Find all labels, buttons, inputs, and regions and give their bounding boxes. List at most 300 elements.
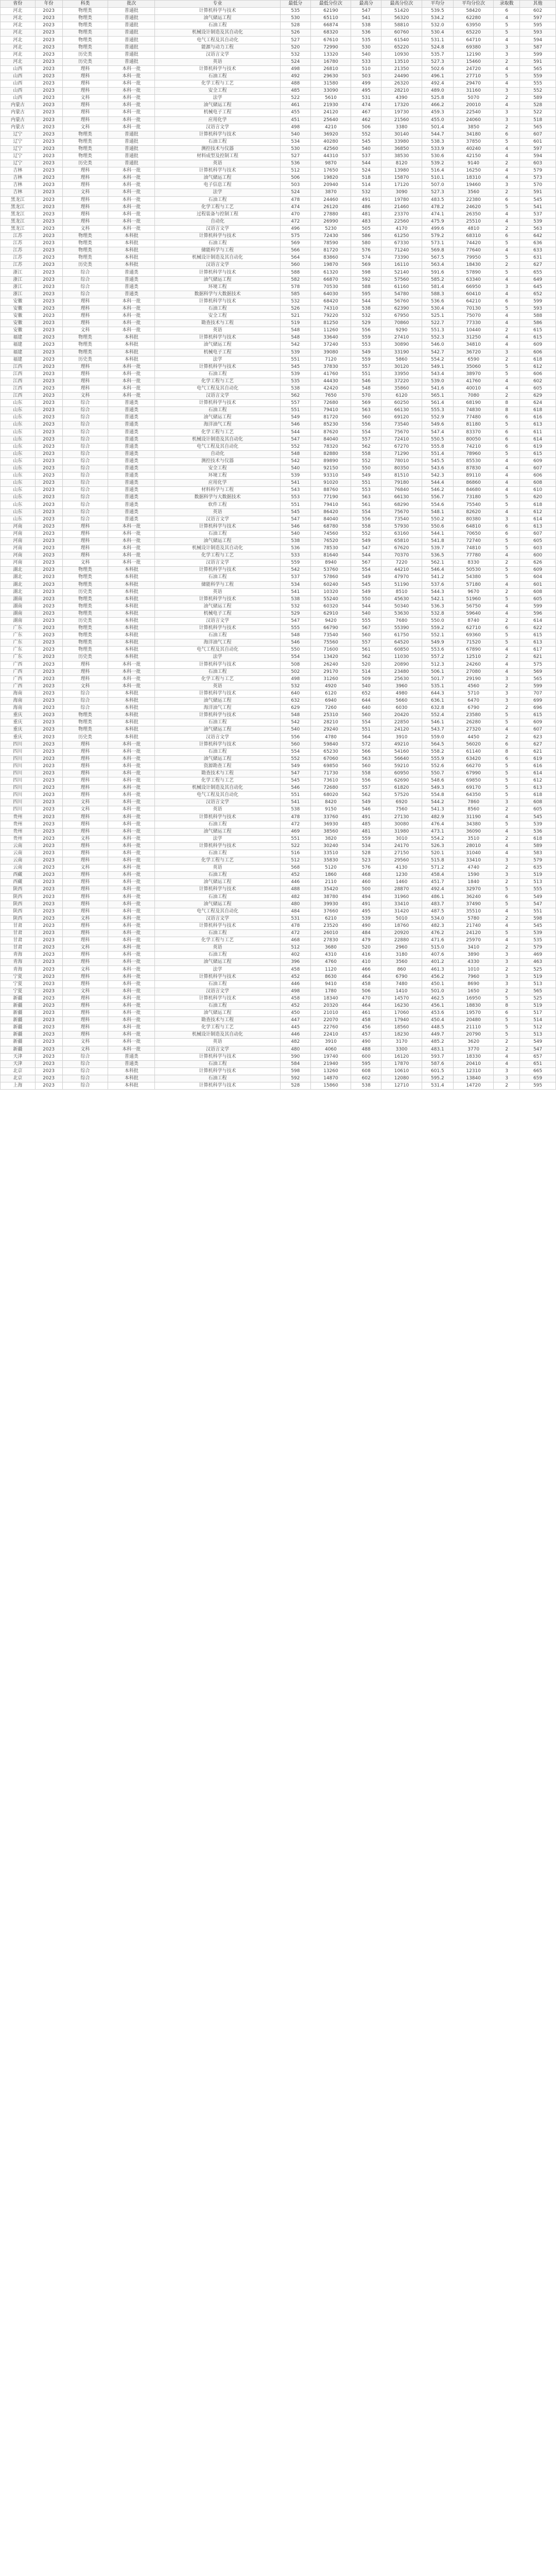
cell-other: 665 bbox=[520, 1067, 556, 1075]
cell-major: 化学工程与工艺 bbox=[155, 204, 280, 211]
cell-avg-score: 549.6 bbox=[422, 421, 453, 429]
cell-other: 579 bbox=[520, 167, 556, 175]
cell-min-score: 498 bbox=[280, 65, 310, 73]
cell-min-score: 541 bbox=[280, 799, 310, 806]
cell-max-score: 557 bbox=[351, 363, 381, 370]
cell-batch: 本科批 bbox=[108, 690, 155, 697]
cell-max-rank: 8510 bbox=[381, 588, 422, 596]
cell-max-rank: 23480 bbox=[381, 668, 422, 675]
cell-avg-score: 591.6 bbox=[422, 269, 453, 276]
cell-other: 525 bbox=[520, 966, 556, 973]
cell-subject-type: 理科 bbox=[62, 1010, 108, 1017]
cell-year: 2023 bbox=[35, 530, 62, 537]
cell-avg-rank: 33410 bbox=[454, 857, 494, 865]
table-row bbox=[1, 821, 556, 828]
cell-batch: 本科批 bbox=[108, 349, 155, 356]
cell-year: 2023 bbox=[35, 726, 62, 734]
cell-subject-type: 理科 bbox=[62, 1024, 108, 1031]
cell-min-rank: 77190 bbox=[310, 494, 351, 501]
cell-max-score: 541 bbox=[351, 15, 381, 22]
cell-batch: 普通类 bbox=[108, 429, 155, 436]
cell-max-score: 532 bbox=[351, 189, 381, 196]
cell-batch: 普通批 bbox=[108, 145, 155, 152]
cell-other: 629 bbox=[520, 393, 556, 400]
cell-batch: 普通类 bbox=[108, 436, 155, 443]
cell-min-score: 538 bbox=[280, 537, 310, 545]
cell-batch: 本科一批 bbox=[108, 73, 155, 80]
cell-subject-type: 历史类 bbox=[62, 654, 108, 661]
table-row bbox=[1, 240, 556, 247]
cell-max-score: 535 bbox=[351, 37, 381, 44]
cell-admitted: 5 bbox=[494, 930, 520, 937]
cell-min-rank: 1780 bbox=[310, 988, 351, 995]
cell-min-rank: 7650 bbox=[310, 393, 351, 400]
cell-avg-rank: 81180 bbox=[454, 421, 494, 429]
cell-year: 2023 bbox=[35, 821, 62, 828]
cell-max-score: 514 bbox=[351, 668, 381, 675]
cell-max-rank: 7480 bbox=[381, 980, 422, 988]
cell-major: 油气储运工程 bbox=[155, 1010, 280, 1017]
cell-province: 浙江 bbox=[1, 283, 36, 291]
cell-max-rank: 33950 bbox=[381, 370, 422, 378]
cell-admitted: 4 bbox=[494, 850, 520, 857]
cell-province: 湖北 bbox=[1, 588, 36, 596]
cell-admitted: 4 bbox=[494, 218, 520, 225]
cell-major: 法学 bbox=[155, 356, 280, 363]
cell-province: 湖南 bbox=[1, 596, 36, 603]
cell-other: 614 bbox=[520, 770, 556, 777]
cell-batch: 普通类 bbox=[108, 487, 155, 494]
cell-max-rank: 860 bbox=[381, 966, 422, 973]
table-row bbox=[1, 305, 556, 312]
cell-year: 2023 bbox=[35, 1039, 62, 1046]
cell-other: 627 bbox=[520, 741, 556, 748]
cell-subject-type: 综合 bbox=[62, 1082, 108, 1089]
cell-subject-type: 理科 bbox=[62, 204, 108, 211]
table-row bbox=[1, 494, 556, 501]
cell-year: 2023 bbox=[35, 647, 62, 654]
cell-major: 石油工程 bbox=[155, 1075, 280, 1082]
cell-subject-type: 物理类 bbox=[62, 233, 108, 240]
cell-min-rank: 25310 bbox=[310, 712, 351, 719]
cell-max-score: 470 bbox=[351, 995, 381, 1002]
cell-admitted: 4 bbox=[494, 211, 520, 218]
cell-year: 2023 bbox=[35, 944, 62, 952]
cell-avg-rank: 62710 bbox=[454, 625, 494, 632]
cell-admitted: 2 bbox=[494, 356, 520, 363]
cell-other: 599 bbox=[520, 683, 556, 690]
table-row bbox=[1, 770, 556, 777]
cell-max-rank: 56320 bbox=[381, 15, 422, 22]
cell-year: 2023 bbox=[35, 393, 62, 400]
cell-min-score: 535 bbox=[280, 8, 310, 15]
cell-batch: 本科一批 bbox=[108, 363, 155, 370]
cell-subject-type: 综合 bbox=[62, 690, 108, 697]
cell-min-score: 534 bbox=[280, 138, 310, 145]
cell-max-rank: 44210 bbox=[381, 567, 422, 574]
cell-min-rank: 30240 bbox=[310, 842, 351, 850]
cell-subject-type: 理科 bbox=[62, 109, 108, 116]
table-row bbox=[1, 283, 556, 291]
cell-subject-type: 理科 bbox=[62, 102, 108, 109]
cell-year: 2023 bbox=[35, 247, 62, 255]
cell-year: 2023 bbox=[35, 516, 62, 523]
cell-min-rank: 72680 bbox=[310, 785, 351, 792]
cell-year: 2023 bbox=[35, 80, 62, 88]
cell-major: 计算机科学与技术 bbox=[155, 842, 280, 850]
cell-major: 自动化 bbox=[155, 218, 280, 225]
cell-min-score: 546 bbox=[280, 785, 310, 792]
cell-max-score: 549 bbox=[351, 537, 381, 545]
cell-province: 黑龙江 bbox=[1, 204, 36, 211]
cell-max-rank: 61540 bbox=[381, 37, 422, 44]
cell-avg-score: 496.1 bbox=[422, 73, 453, 80]
cell-max-rank: 20920 bbox=[381, 930, 422, 937]
cell-admitted: 5 bbox=[494, 901, 520, 908]
cell-min-rank: 73540 bbox=[310, 632, 351, 639]
table-row bbox=[1, 980, 556, 988]
cell-admitted: 4 bbox=[494, 276, 520, 283]
cell-other: 579 bbox=[520, 857, 556, 865]
cell-batch: 本科批 bbox=[108, 726, 155, 734]
cell-avg-rank: 66270 bbox=[454, 762, 494, 770]
cell-min-score: 537 bbox=[280, 574, 310, 581]
cell-admitted: 3 bbox=[494, 51, 520, 58]
cell-other: 596 bbox=[520, 610, 556, 617]
cell-major: 计算机科学与技术 bbox=[155, 922, 280, 929]
cell-avg-rank: 31190 bbox=[454, 814, 494, 821]
cell-province: 贵州 bbox=[1, 828, 36, 835]
cell-avg-rank: 4330 bbox=[454, 959, 494, 966]
cell-major: 安全工程 bbox=[155, 88, 280, 95]
cell-min-score: 543 bbox=[280, 487, 310, 494]
cell-max-score: 549 bbox=[351, 799, 381, 806]
table-row bbox=[1, 966, 556, 973]
cell-subject-type: 理科 bbox=[62, 937, 108, 944]
cell-other: 599 bbox=[520, 51, 556, 58]
cell-admitted: 4 bbox=[494, 480, 520, 487]
cell-province: 山东 bbox=[1, 480, 36, 487]
cell-avg-score: 401.2 bbox=[422, 959, 453, 966]
cell-major: 英语 bbox=[155, 327, 280, 334]
cell-avg-score: 499.6 bbox=[422, 225, 453, 232]
cell-avg-score: 571.2 bbox=[422, 865, 453, 872]
cell-max-score: 537 bbox=[351, 152, 381, 160]
cell-avg-score: 492.4 bbox=[422, 886, 453, 893]
cell-subject-type: 综合 bbox=[62, 400, 108, 407]
table-row bbox=[1, 175, 556, 182]
cell-max-rank: 37220 bbox=[381, 378, 422, 385]
cell-max-rank: 22560 bbox=[381, 218, 422, 225]
cell-min-rank: 60240 bbox=[310, 581, 351, 588]
cell-min-rank: 19870 bbox=[310, 262, 351, 269]
cell-province: 河南 bbox=[1, 545, 36, 552]
cell-year: 2023 bbox=[35, 152, 62, 160]
cell-min-rank: 29170 bbox=[310, 668, 351, 675]
cell-subject-type: 综合 bbox=[62, 414, 108, 421]
cell-min-score: 540 bbox=[280, 726, 310, 734]
cell-min-score: 452 bbox=[280, 872, 310, 879]
cell-other: 555 bbox=[520, 886, 556, 893]
cell-avg-rank: 70650 bbox=[454, 530, 494, 537]
cell-min-score: 538 bbox=[280, 385, 310, 392]
cell-batch: 本科一批 bbox=[108, 865, 155, 872]
cell-province: 山东 bbox=[1, 436, 36, 443]
cell-max-score: 552 bbox=[351, 457, 381, 465]
cell-min-score: 553 bbox=[280, 494, 310, 501]
table-row bbox=[1, 313, 556, 320]
cell-batch: 本科一批 bbox=[108, 305, 155, 312]
cell-max-score: 549 bbox=[351, 574, 381, 581]
cell-admitted: 4 bbox=[494, 247, 520, 255]
cell-subject-type: 物理类 bbox=[62, 610, 108, 617]
cell-batch: 普通类 bbox=[108, 516, 155, 523]
cell-min-score: 551 bbox=[280, 407, 310, 414]
cell-admitted: 4 bbox=[494, 175, 520, 182]
cell-avg-rank: 72740 bbox=[454, 537, 494, 545]
cell-other: 586 bbox=[520, 320, 556, 327]
cell-other: 463 bbox=[520, 959, 556, 966]
table-row bbox=[1, 334, 556, 342]
cell-avg-rank: 3850 bbox=[454, 124, 494, 131]
cell-max-rank: 16120 bbox=[381, 1053, 422, 1060]
cell-subject-type: 理科 bbox=[62, 65, 108, 73]
cell-avg-rank: 66950 bbox=[454, 283, 494, 291]
cell-avg-rank: 20790 bbox=[454, 1031, 494, 1039]
cell-avg-rank: 29190 bbox=[454, 675, 494, 683]
cell-min-rank: 3680 bbox=[310, 944, 351, 952]
cell-year: 2023 bbox=[35, 922, 62, 929]
cell-avg-rank: 3620 bbox=[454, 1039, 494, 1046]
cell-subject-type: 理科 bbox=[62, 893, 108, 901]
cell-max-score: 458 bbox=[351, 1017, 381, 1024]
cell-province: 安徽 bbox=[1, 313, 36, 320]
cell-subject-type: 文科 bbox=[62, 944, 108, 952]
cell-other: 601 bbox=[520, 138, 556, 145]
cell-max-rank: 60760 bbox=[381, 29, 422, 37]
cell-province: 安徽 bbox=[1, 305, 36, 312]
cell-year: 2023 bbox=[35, 1017, 62, 1024]
cell-avg-rank: 19570 bbox=[454, 1010, 494, 1017]
cell-year: 2023 bbox=[35, 806, 62, 814]
cell-max-rank: 13980 bbox=[381, 167, 422, 175]
cell-year: 2023 bbox=[35, 777, 62, 785]
cell-batch: 本科一批 bbox=[108, 973, 155, 980]
cell-major: 石油工程 bbox=[155, 821, 280, 828]
cell-major: 油气储运工程 bbox=[155, 959, 280, 966]
cell-major: 电气工程及其自动化 bbox=[155, 443, 280, 450]
cell-min-score: 452 bbox=[280, 1002, 310, 1009]
cell-other: 613 bbox=[520, 639, 556, 647]
cell-province: 山东 bbox=[1, 443, 36, 450]
cell-avg-score: 562.1 bbox=[422, 560, 453, 567]
cell-subject-type: 理科 bbox=[62, 175, 108, 182]
cell-subject-type: 理科 bbox=[62, 305, 108, 312]
cell-avg-score: 565.1 bbox=[422, 393, 453, 400]
cell-province: 河北 bbox=[1, 37, 36, 44]
cell-batch: 本科一批 bbox=[108, 661, 155, 668]
cell-major: 油气储运工程 bbox=[155, 901, 280, 908]
cell-admitted: 2 bbox=[494, 588, 520, 596]
cell-year: 2023 bbox=[35, 218, 62, 225]
cell-min-rank: 27880 bbox=[310, 211, 351, 218]
cell-major: 机械设计制造及其自动化 bbox=[155, 29, 280, 37]
cell-min-score: 547 bbox=[280, 436, 310, 443]
cell-province: 江西 bbox=[1, 363, 36, 370]
cell-max-score: 554 bbox=[351, 509, 381, 516]
cell-avg-score: 593.7 bbox=[422, 1053, 453, 1060]
cell-max-score: 460 bbox=[351, 879, 381, 886]
cell-province: 西藏 bbox=[1, 879, 36, 886]
cell-major: 油气储运工程 bbox=[155, 726, 280, 734]
cell-avg-rank: 61140 bbox=[454, 748, 494, 755]
cell-major: 汉语言文学 bbox=[155, 617, 280, 624]
cell-year: 2023 bbox=[35, 131, 62, 138]
cell-avg-score: 601.5 bbox=[422, 1067, 453, 1075]
cell-min-rank: 11260 bbox=[310, 327, 351, 334]
cell-subject-type: 理科 bbox=[62, 908, 108, 915]
cell-max-score: 456 bbox=[351, 1024, 381, 1031]
cell-avg-score: 546.0 bbox=[422, 342, 453, 349]
cell-province: 海南 bbox=[1, 705, 36, 712]
cell-batch: 本科批 bbox=[108, 617, 155, 624]
cell-other: 555 bbox=[520, 80, 556, 88]
cell-major: 汉语言文学 bbox=[155, 560, 280, 567]
cell-other: 519 bbox=[520, 872, 556, 879]
cell-subject-type: 物理类 bbox=[62, 152, 108, 160]
cell-other: 613 bbox=[520, 523, 556, 530]
cell-major: 数据科学与大数据技术 bbox=[155, 291, 280, 298]
cell-avg-rank: 34180 bbox=[454, 131, 494, 138]
cell-major: 计算机科学与技术 bbox=[155, 65, 280, 73]
cell-admitted: 4 bbox=[494, 661, 520, 668]
cell-min-score: 575 bbox=[280, 233, 310, 240]
cell-admitted: 6 bbox=[494, 429, 520, 436]
cell-min-rank: 4310 bbox=[310, 952, 351, 959]
cell-min-score: 547 bbox=[280, 516, 310, 523]
cell-min-score: 554 bbox=[280, 654, 310, 661]
cell-min-score: 545 bbox=[280, 777, 310, 785]
cell-province: 内蒙古 bbox=[1, 102, 36, 109]
cell-min-rank: 24460 bbox=[310, 196, 351, 204]
table-row bbox=[1, 421, 556, 429]
cell-batch: 本科一批 bbox=[108, 857, 155, 865]
cell-avg-score: 458.4 bbox=[422, 872, 453, 879]
cell-avg-score: 520.1 bbox=[422, 850, 453, 857]
cell-avg-score: 456.2 bbox=[422, 973, 453, 980]
cell-province: 山东 bbox=[1, 457, 36, 465]
cell-max-score: 554 bbox=[351, 719, 381, 726]
cell-admitted: 5 bbox=[494, 719, 520, 726]
table-row bbox=[1, 414, 556, 421]
cell-admitted: 6 bbox=[494, 131, 520, 138]
table-row bbox=[1, 959, 556, 966]
table-row bbox=[1, 29, 556, 37]
cell-min-rank: 33090 bbox=[310, 88, 351, 95]
cell-max-rank: 27130 bbox=[381, 814, 422, 821]
cell-max-rank: 16230 bbox=[381, 1002, 422, 1009]
cell-avg-score: 462.5 bbox=[422, 995, 453, 1002]
cell-admitted: 2 bbox=[494, 58, 520, 65]
cell-max-score: 560 bbox=[351, 762, 381, 770]
table-row bbox=[1, 298, 556, 305]
cell-major: 石油工程 bbox=[155, 748, 280, 755]
cell-avg-score: 483.1 bbox=[422, 1046, 453, 1053]
cell-major: 计算机科学与技术 bbox=[155, 298, 280, 305]
cell-subject-type: 理科 bbox=[62, 1002, 108, 1009]
cell-avg-score: 541.8 bbox=[422, 537, 453, 545]
cell-year: 2023 bbox=[35, 1060, 62, 1067]
cell-other: 614 bbox=[520, 516, 556, 523]
cell-avg-rank: 5070 bbox=[454, 95, 494, 102]
cell-max-score: 538 bbox=[351, 1082, 381, 1089]
cell-other: 618 bbox=[520, 356, 556, 363]
cell-avg-rank: 31040 bbox=[454, 850, 494, 857]
cell-batch: 普通批 bbox=[108, 131, 155, 138]
cell-province: 重庆 bbox=[1, 734, 36, 741]
cell-province: 浙江 bbox=[1, 269, 36, 276]
cell-max-rank: 49210 bbox=[381, 741, 422, 748]
table-body bbox=[1, 8, 556, 1090]
cell-major: 汉语言文学 bbox=[155, 915, 280, 922]
cell-min-score: 503 bbox=[280, 182, 310, 189]
cell-major: 计算机科学与技术 bbox=[155, 973, 280, 980]
cell-year: 2023 bbox=[35, 378, 62, 385]
cell-subject-type: 物理类 bbox=[62, 334, 108, 342]
cell-min-rank: 19820 bbox=[310, 175, 351, 182]
cell-province: 黑龙江 bbox=[1, 218, 36, 225]
cell-batch: 本科批 bbox=[108, 603, 155, 610]
cell-avg-score: 595.2 bbox=[422, 1075, 453, 1082]
cell-admitted: 3 bbox=[494, 44, 520, 51]
cell-major: 石油工程 bbox=[155, 668, 280, 675]
cell-major: 勘查技术与工程 bbox=[155, 770, 280, 777]
cell-avg-score: 461.3 bbox=[422, 966, 453, 973]
cell-max-rank: 15870 bbox=[381, 175, 422, 182]
cell-other: 563 bbox=[520, 225, 556, 232]
cell-max-rank: 67270 bbox=[381, 443, 422, 450]
cell-major: 石油工程 bbox=[155, 872, 280, 879]
cell-province: 河北 bbox=[1, 8, 36, 15]
cell-min-rank: 36930 bbox=[310, 821, 351, 828]
cell-province: 新疆 bbox=[1, 1046, 36, 1053]
table-row bbox=[1, 581, 556, 588]
table-row bbox=[1, 1039, 556, 1046]
cell-admitted: 5 bbox=[494, 204, 520, 211]
cell-subject-type: 理科 bbox=[62, 668, 108, 675]
header-batch: 批次 bbox=[108, 1, 155, 8]
cell-max-rank: 33190 bbox=[381, 349, 422, 356]
cell-avg-score: 515.0 bbox=[422, 944, 453, 952]
cell-min-score: 446 bbox=[280, 980, 310, 988]
table-row bbox=[1, 893, 556, 901]
cell-admitted: 5 bbox=[494, 712, 520, 719]
cell-avg-score: 478.2 bbox=[422, 204, 453, 211]
cell-major: 勘查技术与工程 bbox=[155, 320, 280, 327]
cell-avg-rank: 37490 bbox=[454, 901, 494, 908]
cell-major: 英语 bbox=[155, 58, 280, 65]
cell-province: 黑龙江 bbox=[1, 225, 36, 232]
table-row bbox=[1, 255, 556, 262]
cell-province: 河北 bbox=[1, 15, 36, 22]
cell-major: 机械设计制造及其自动化 bbox=[155, 436, 280, 443]
cell-avg-score: 482.3 bbox=[422, 922, 453, 929]
cell-max-score: 588 bbox=[351, 283, 381, 291]
cell-year: 2023 bbox=[35, 995, 62, 1002]
cell-avg-score: 548.6 bbox=[422, 777, 453, 785]
cell-admitted: 5 bbox=[494, 421, 520, 429]
cell-min-rank: 29240 bbox=[310, 726, 351, 734]
